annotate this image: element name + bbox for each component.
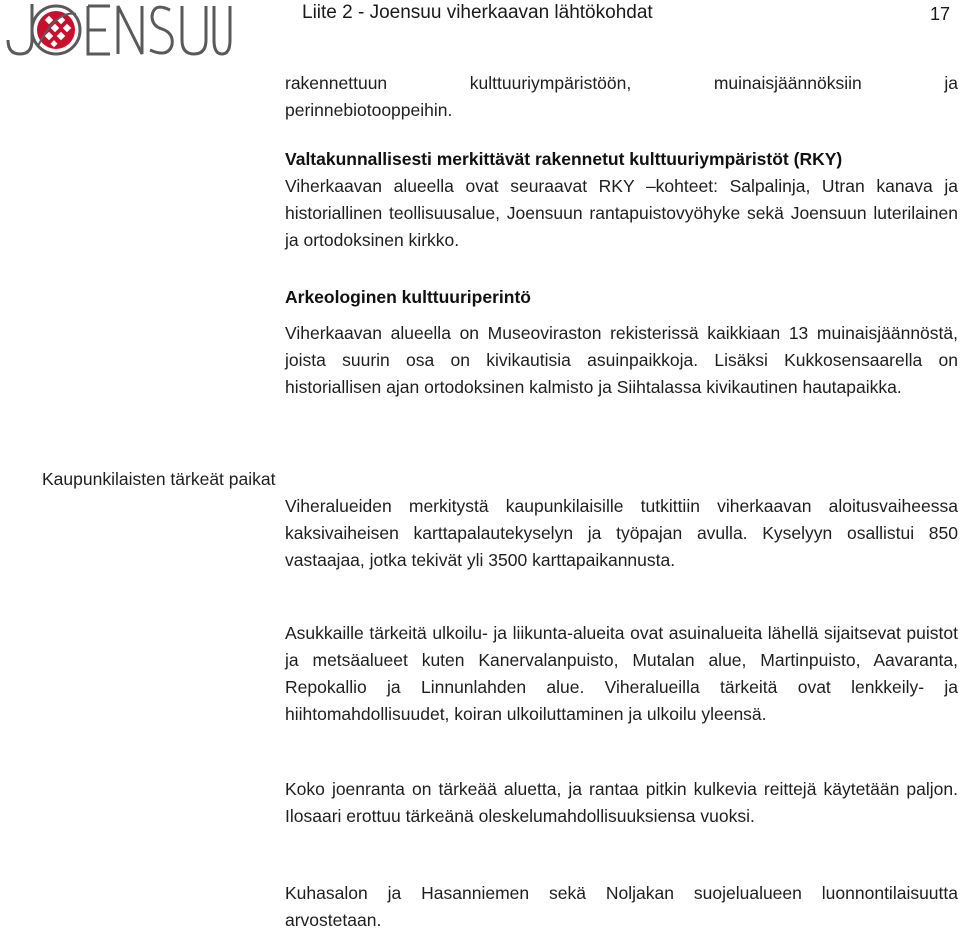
rky-paragraph: Viherkaavan alueella ovat seuraavat RKY –kohteet: Salpalinja, Utran kanava ja historiallinen teollisuusalue, Joensuun rantapuistovyöhyke sekä Joensuun luterilainen ja ortodoksinen kirkko. (285, 176, 958, 250)
archaeology-heading: Arkeologinen kulttuuriperintö (285, 287, 531, 307)
important-places-paragraph-3: Koko joenranta on tärkeää aluetta, ja rantaa pitkin kulkevia reittejä käytetään paljon. Ilosaari erottuu tärkeänä oleskelumahdollisuuksiensa vuoksi. (285, 779, 958, 826)
intro-line-1 (285, 70, 958, 97)
important-places-paragraph-1: Viheralueiden merkitystä kaupunkilaisille tutkittiin viherkaavan aloitusvaiheessa kaksivaiheisen karttapalautekyselyn ja työpajan avulla. Kyselyyn osallistui 850 vastaajaa, jotka tekivät yli 3500 karttapaikannusta. (285, 496, 958, 570)
archaeology-section (285, 284, 958, 401)
important-places-heading: Kaupunkilaisten tärkeät paikat (42, 469, 276, 489)
intro-word: ja (944, 73, 958, 93)
important-places-paragraph-2: Asukkaille tärkeitä ulkoilu- ja liikunta-alueita ovat asuinalueita lähellä sijaitsevat puistot ja metsäalueet kuten Kanervalanpuisto, Mutalan alue, Martinpuisto, Aavaranta, Repokallio ja Linnunlahden alue. Viheralueilla tärkeitä ovat lenkkeily- ja hiihtomahdollisuudet, koiran ulkoiluttaminen ja ulkoilu yleensä. (285, 623, 958, 724)
joensuu-logo (2, 0, 232, 60)
intro-line-2: perinnebiotooppeihin. (285, 100, 453, 120)
rky-section (285, 146, 958, 254)
important-places-paragraph-4: Kuhasalon ja Hasanniemen sekä Noljakan suojelualueen luonnontilaisuutta arvostetaan. (285, 883, 958, 930)
intro-word: rakennettuun (285, 73, 388, 93)
page-number: 17 (929, 4, 950, 24)
intro-word: muinaisjäännöksiin (713, 73, 862, 93)
archaeology-paragraph: Viherkaavan alueella on Museoviraston rekisterissä kaikkiaan 13 muinaisjäännöstä, joista suurin osa on kivikautisia asuinpaikkoja. Lisäksi Kukkosensaarella on historiallisen ajan ortodoksinen kalmisto ja Siihtalassa kivikautinen hautapaikka. (285, 323, 958, 397)
rky-heading: Valtakunnallisesti merkittävät rakennetut kulttuuriympäristöt (RKY) (285, 149, 843, 169)
intro-word: kulttuuriympäristöön, (469, 73, 632, 93)
running-head: Liite 2 - Joensuu viherkaavan lähtökohdat (302, 2, 653, 23)
important-places-block-4 (285, 880, 958, 934)
important-places-block-2 (285, 620, 958, 728)
important-places-block-3 (285, 776, 958, 830)
intro-paragraph (285, 70, 958, 124)
important-places-section (285, 493, 958, 574)
